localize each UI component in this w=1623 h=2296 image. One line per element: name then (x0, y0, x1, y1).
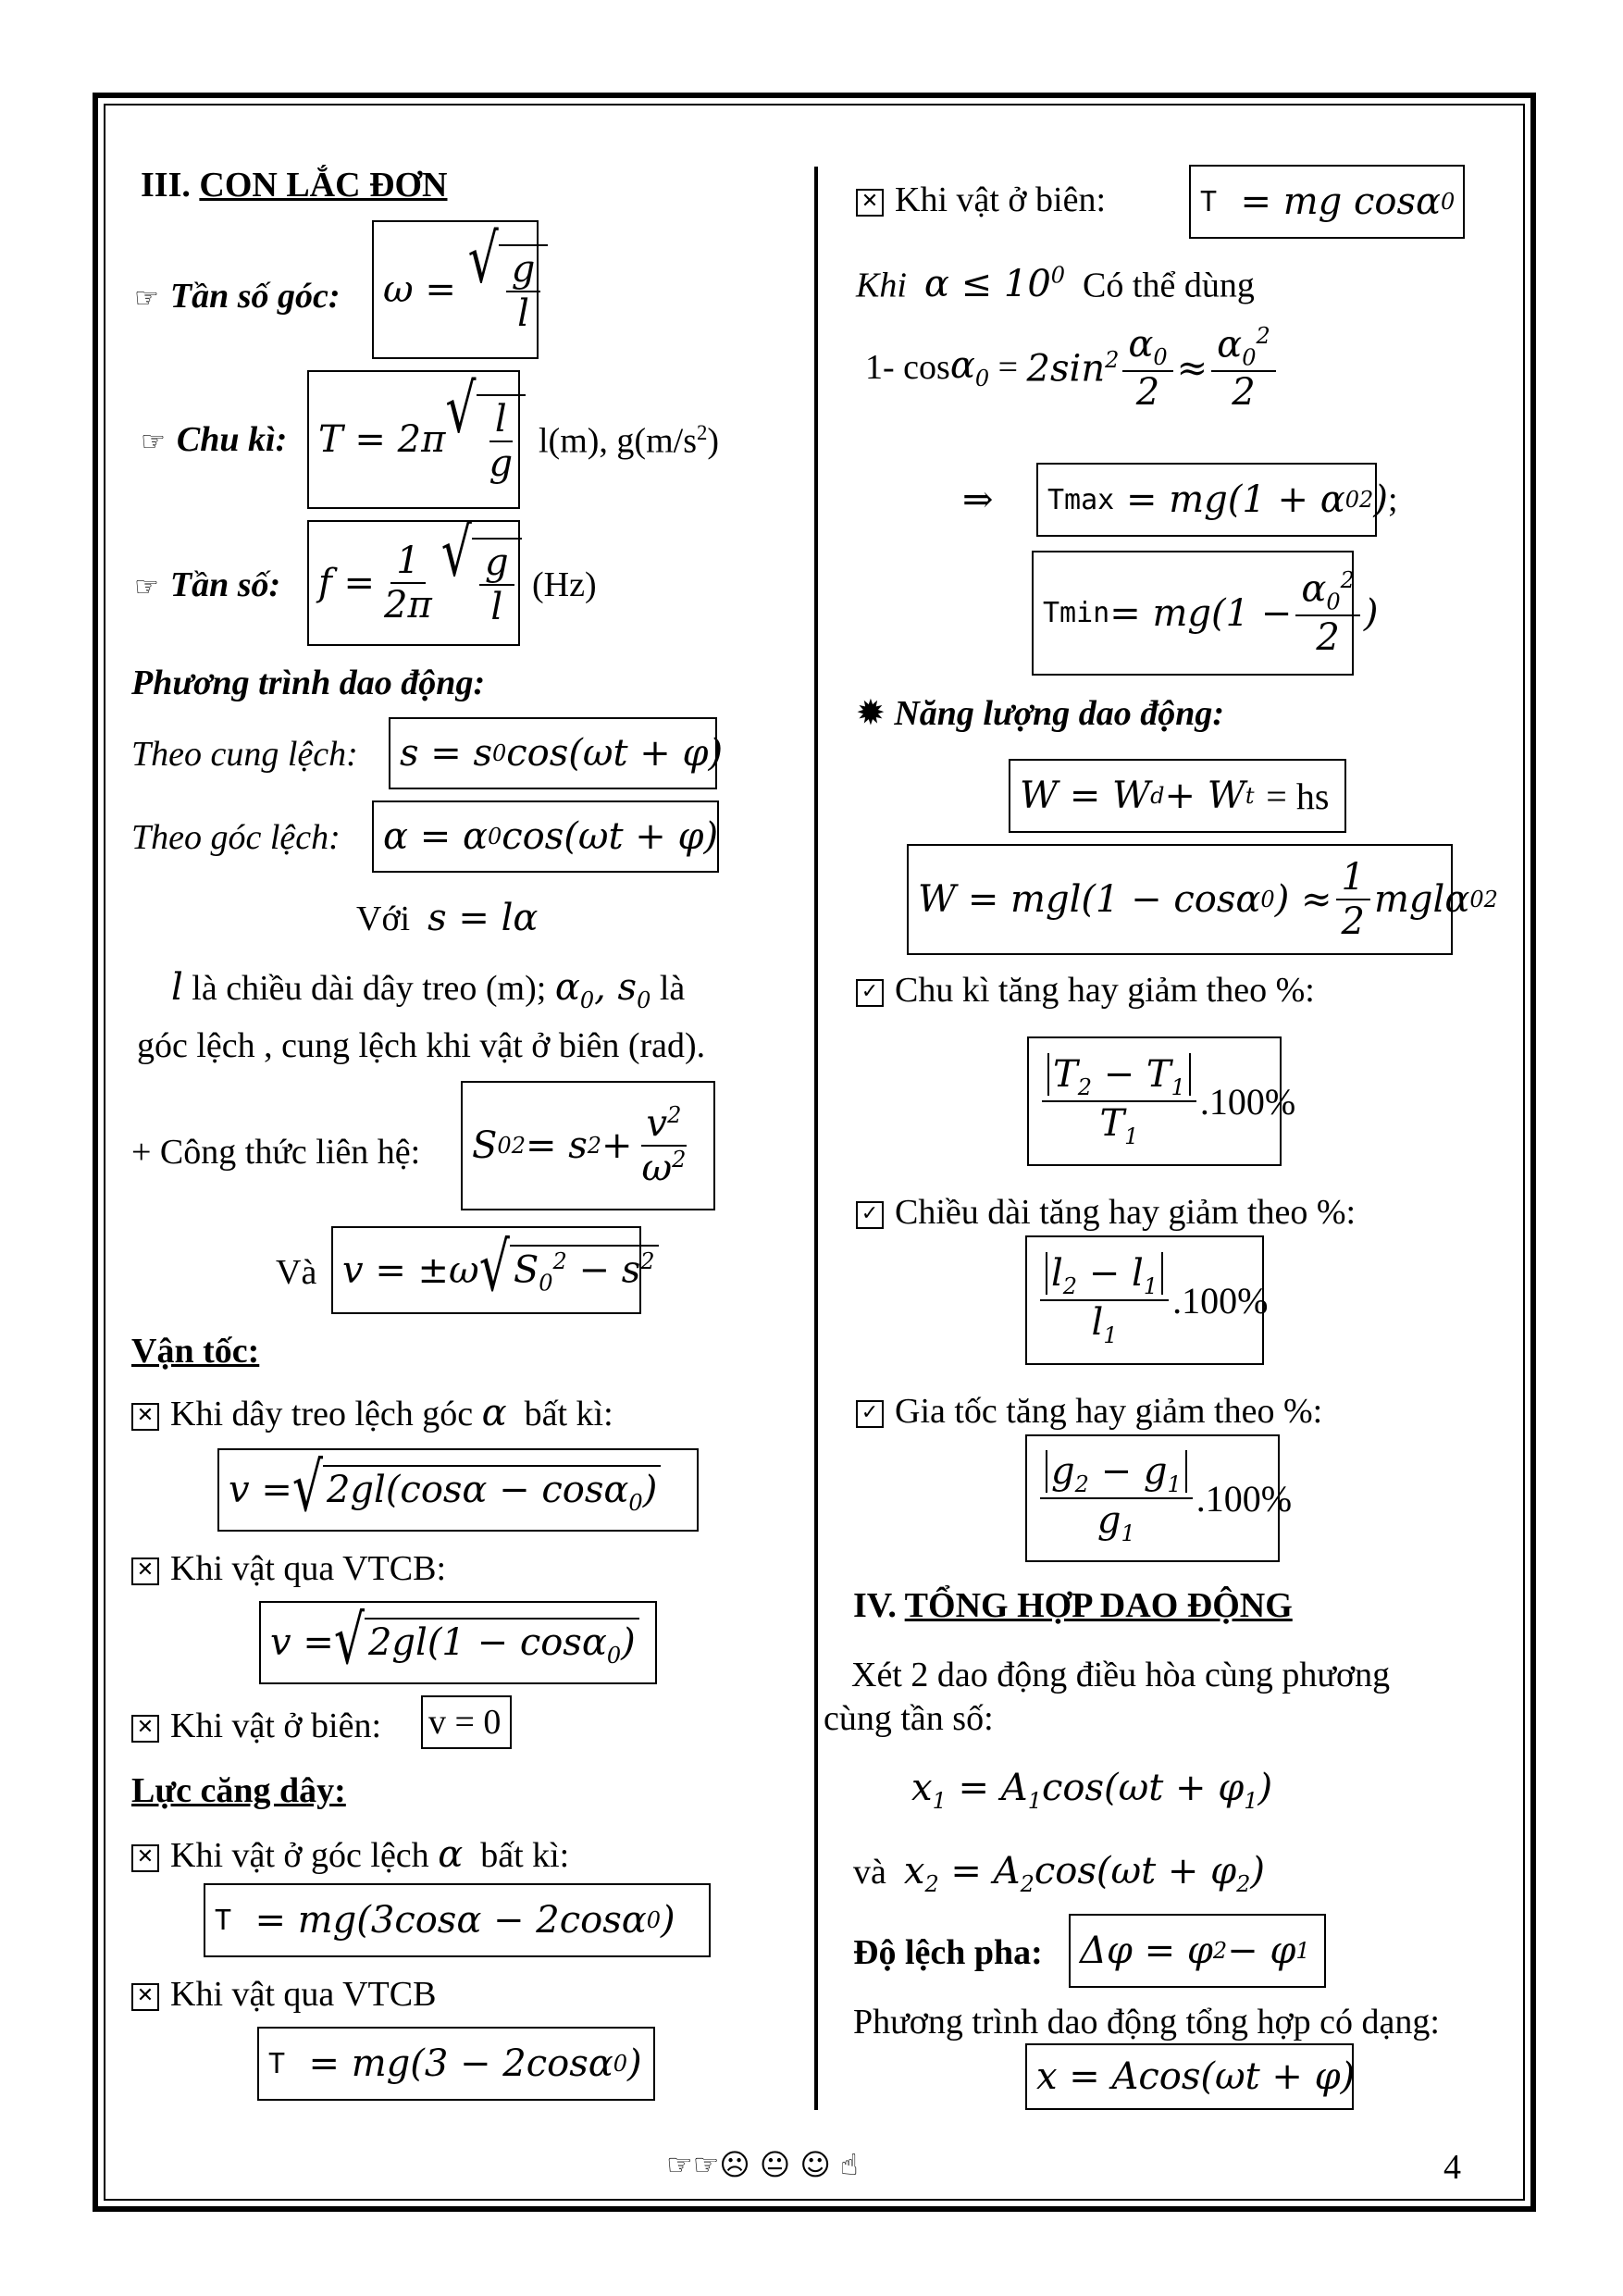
velocity-at-extreme: v = 0 (421, 1695, 512, 1749)
tension-case-1: ✕ Khi vật ở góc lệch α bất kì: (131, 1834, 569, 1876)
length-change-formula: $\frac{l_2 - l_1}{l_1}$ .100% (1025, 1235, 1264, 1365)
resultant-formula: x = Acos(ωt + φ) (1025, 2043, 1354, 2110)
angular-frequency-label: ☞ Tần số góc: (134, 277, 341, 316)
accel-change-label: ✓ Gia tốc tăng hay giảm theo %: (856, 1393, 1322, 1432)
frequency-label: ☞ Tần số: (134, 565, 281, 604)
velocity-heading: Vận tốc: (131, 1332, 260, 1371)
section-number: IV. (853, 1586, 897, 1625)
and-label: Và (276, 1253, 317, 1292)
pointing-hand-icon: ☞ (134, 282, 159, 315)
pointing-hand-icon: ☞ (134, 571, 159, 603)
semicolon: ; (1388, 480, 1398, 519)
energy-heading: ✹ Năng lượng dao động: (856, 692, 1225, 733)
velocity-case-2: ✕ Khi vật qua VTCB: (131, 1550, 446, 1589)
relation-formula: S 0 2 = s 2 + $\frac{v^2}{\omega^2}$ (461, 1081, 715, 1210)
section-title: TỔNG HỢP DAO ĐỘNG (904, 1586, 1293, 1625)
page-number: 4 (1443, 2148, 1461, 2187)
angle-equation: α = α 0 cos(ωt + φ) (372, 800, 719, 873)
period-change-label: ✓ Chu kì tăng hay giảm theo %: (856, 972, 1315, 1011)
oscillation-1: $x_1 = A_1\cos(\omega t + \varphi_1)$ (911, 1767, 1273, 1814)
length-change-label: ✓ Chiều dài tăng hay giảm theo %: (856, 1194, 1356, 1233)
relation-label: + Công thức liên hệ: (131, 1133, 421, 1172)
tension-formula-extreme: T = mg cosα 0 (1189, 165, 1465, 239)
column-divider (814, 167, 818, 2110)
checkbox-icon: ✕ (131, 1844, 159, 1872)
checkbox-icon: ✕ (131, 1558, 159, 1585)
consider-text-2: cùng tần số: (824, 1699, 994, 1738)
check-mark-icon: ✓ (856, 1400, 884, 1428)
angle-label: Theo góc lệch: (131, 818, 341, 857)
velocity-case-1: ✕ Khi dây treo lệch góc α bất kì: (131, 1393, 613, 1434)
tension-formula-general: T = mg(3cosα − 2cosα 0 ) (204, 1883, 711, 1957)
pointing-hand-icon: ☞ (141, 426, 166, 458)
arc-label: Theo cung lệch: (131, 735, 358, 774)
frequency-units: (Hz) (532, 565, 597, 604)
equation-heading: Phương trình dao động: (131, 664, 486, 702)
angular-frequency-formula: ω = √ $\frac{g}{l}$ (372, 220, 539, 359)
section-4-heading (853, 1587, 1293, 1626)
velocity-formula-general: v = √ 2gl(cosα − cosα$_0$) (217, 1448, 699, 1532)
energy-conservation-formula: W = W d + W t = hs (1009, 759, 1346, 833)
period-units: l(m), $g(m/s^2)$ (539, 421, 720, 461)
with-relation: Với s = lα (356, 897, 539, 939)
section-title: CON LẮC ĐƠN (199, 166, 448, 205)
tension-case-3: ✕ Khi vật ở biên: (856, 181, 1106, 220)
checkbox-icon: ✕ (131, 1715, 159, 1743)
period-change-formula: $\frac{T_2 - T_1}{T_1}$ .100% (1027, 1036, 1282, 1166)
energy-formula: W = mgl(1 − cosα 0 ) ≈ $\frac{1}{2}$ mglα 0 2 (907, 844, 1453, 955)
small-angle-note: Khi $\alpha \le 10^0$ Có thể dùng (856, 263, 1255, 306)
check-mark-icon: ✓ (856, 1201, 884, 1229)
accel-change-formula: $\frac{g_2 - g_1}{g_1}$ .100% (1025, 1434, 1280, 1562)
consider-text: Xét 2 dao động điều hòa cùng phương (851, 1656, 1391, 1694)
period-label: ☞ Chu kì: (141, 420, 288, 459)
tension-formula-vtcb: T = mg(3 − 2cosα 0 ) (257, 2027, 655, 2101)
velocity-formula-vtcb: v = √ 2gl(1 − cosα$_0$) (259, 1601, 657, 1684)
section-number: III. (141, 166, 191, 205)
section-3-heading (141, 167, 448, 205)
star-bullet-icon: ✹ (856, 692, 886, 733)
checkbox-icon: ✕ (131, 1983, 159, 2011)
amplitude-description: góc lệch , cung lệch khi vật ở biên (rad). (137, 1026, 706, 1065)
velocity-amplitude-formula: v = ±ω √ $S_0^2 - s^2$ (331, 1226, 641, 1314)
checkbox-icon: ✕ (131, 1403, 159, 1431)
small-angle-approximation: 1- cos $\alpha_0$ = $2\sin^2$ $\frac{\alpha_0}{2}$ ≈ $\frac{\alpha_0^2}{2}$ (865, 324, 1280, 413)
implies-arrow-icon: ⇒ (962, 478, 994, 521)
footer-emoticons: ☞☞☹ 😐 ☺ ☝ (666, 2147, 859, 2182)
resultant-text: Phương trình dao động tổng hợp có dạng: (853, 2003, 1440, 2042)
tension-case-2: ✕ Khi vật qua VTCB (131, 1976, 436, 2015)
phase-diff-label: Độ lệch pha: (853, 1933, 1043, 1972)
oscillation-2: và $x_2 = A_2\cos(\omega t + \varphi_2)$ (853, 1850, 1265, 1897)
length-description: l là chiều dài dây treo (m); $\alpha_0$, $s_0$ là (171, 966, 686, 1013)
tension-min-formula: Tmin = mg(1 − $\frac{\alpha_0^2}{2}$ ) (1032, 551, 1354, 676)
checkbox-icon: ✕ (856, 189, 884, 217)
period-formula: T = 2π √ $\frac{l}{g}$ (307, 370, 520, 509)
phase-diff-formula: Δφ = φ 2 − φ 1 (1069, 1914, 1326, 1988)
tension-max-formula: Tmax = mg(1 + α 0 2 ) (1036, 463, 1377, 537)
velocity-case-3: ✕ Khi vật ở biên: (131, 1707, 381, 1746)
arc-equation: s = s 0 cos(ωt + φ) (389, 717, 717, 789)
check-mark-icon: ✓ (856, 979, 884, 1007)
frequency-formula: f = $\frac{1}{2\pi}$ √ $\frac{g}{l}$ (307, 520, 520, 646)
tension-heading: Lực căng dây: (131, 1771, 346, 1810)
